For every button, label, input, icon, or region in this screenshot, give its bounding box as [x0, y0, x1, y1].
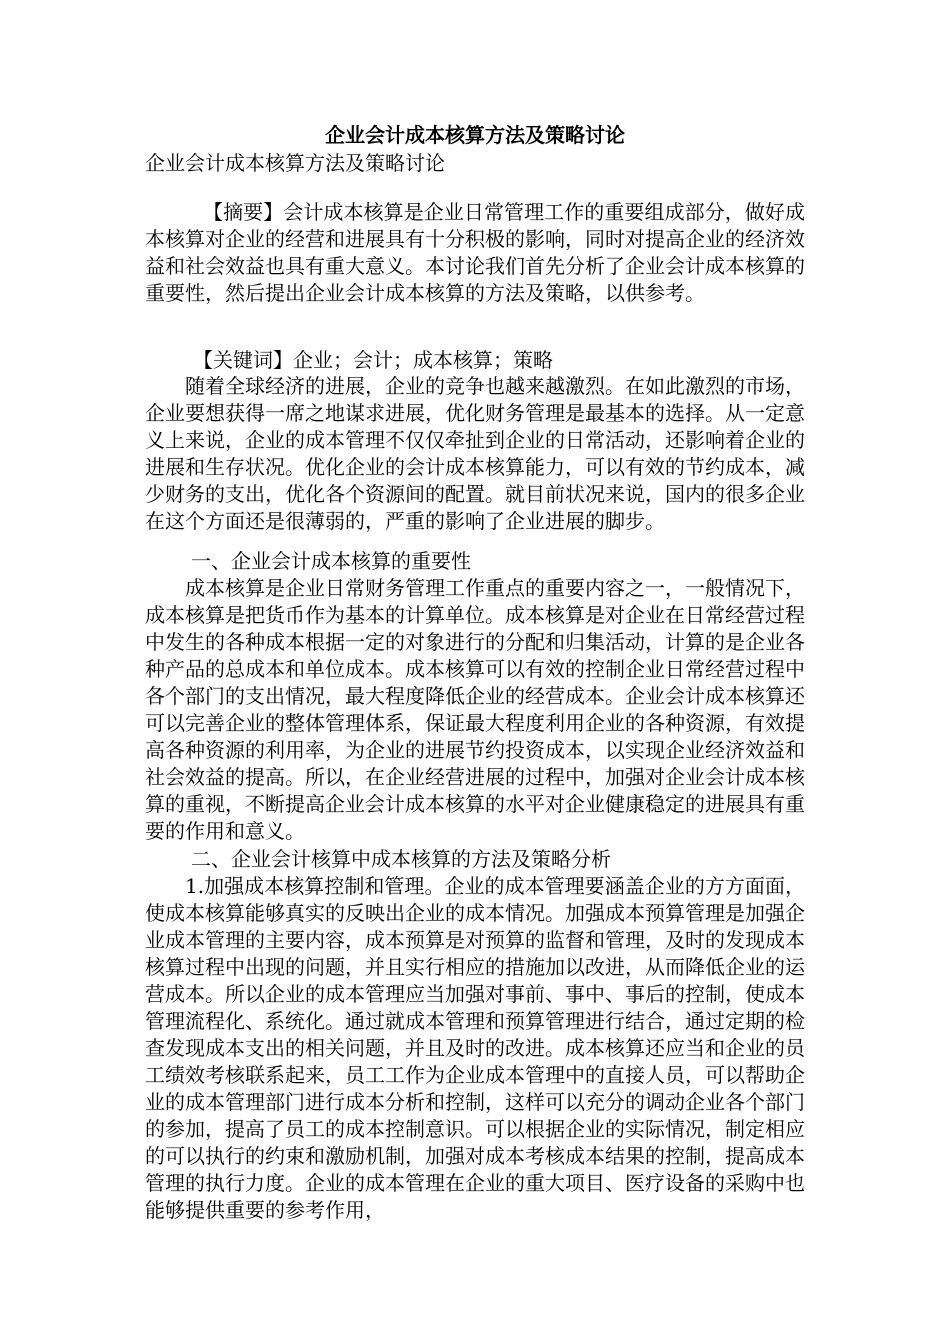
intro-paragraph: 随着全球经济的进展，企业的竞争也越来越激烈。在如此激烈的市场，企业要想获得一席之地谋求进展，优化财务管理是最基本的选择。从一定意义上来说，企业的成本管理不仅仅牵扯到企业的日常活动，还影响着企业的进展和生存状况。优化企业的会计成本核算能力，可以有效的节约成本，减少财务的支出，优化各个资源间的配置。就目前状况来说，国内的很多企业在这个方面还是很薄弱的，严重的影响了企业进展的脚步。 [145, 374, 805, 533]
document-title: 企业会计成本核算方法及策略讨论 [325, 123, 625, 147]
keywords-line: 【关键词】企业；会计；成本核算；策略 [193, 348, 553, 372]
abstract-paragraph: 【摘要】会计成本核算是企业日常管理工作的重要组成部分，做好成本核算对企业的经营和进展具有十分积极的影响，同时对提高企业的经济效益和社会效益也具有重大意义。本讨论我们首先分析了企业会计成本核算的重要性，然后提出企业会计成本核算的方法及策略，以供参考。 [145, 200, 805, 305]
section-1-paragraph: 成本核算是企业日常财务管理工作重点的重要内容之一，一般情况下，成本核算是把货币作为基本的计算单位。成本核算是对企业在日常经营过程中发生的各种成本根据一定的对象进行的分配和归集活动，计算的是企业各种产品的总成本和单位成本。成本核算可以有效的控制企业日常经营过程中各个部门的支出情况，最大程度降低企业的经营成本。企业会计成本核算还可以完善企业的整体管理体系，保证最大程度利用企业的各种资源，有效提高各种资源的利用率，为企业的进展节约投资成本，以实现企业经济效益和社会效益的提高。所以，在企业经营进展的过程中，加强对企业会计成本核算的重视，不断提高企业会计成本核算的水平对企业健康稳定的进展具有重要的作用和意义。 [145, 576, 805, 843]
document-subtitle: 企业会计成本核算方法及策略讨论 [145, 151, 445, 175]
section-heading-2: 二、企业会计核算中成本核算的方法及策略分析 [191, 847, 611, 871]
section-2-paragraph: 1.加强成本核算控制和管理。企业的成本管理要涵盖企业的方方面面，使成本核算能够真实的反映出企业的成本情况。加强成本预算管理是加强企业成本管理的主要内容，成本预算是对预算的监督和管理，及时的发现成本核算过程中出现的问题，并且实行相应的措施加以改进，从而降低企业的运营成本。所以企业的成本管理应当加强对事前、事中、事后的控制，使成本管理流程化、系统化。通过就成本管理和预算管理进行结合，通过定期的检查发现成本支出的相关问题，并且及时的改进。成本核算还应当和企业的员工绩效考核联系起来，员工工作为企业成本管理中的直接人员，可以帮助企业的成本管理部门进行成本分析和控制，这样可以充分的调动企业各个部门的参加，提高了员工的成本控制意识。可以根据企业的实际情况，制定相应的可以执行的约束和激励机制，加强对成本考核成本结果的控制，提高成本管理的执行力度。企业的成本管理在企业的重大项目、医疗设备的采购中也能够提供重要的参考作用， [145, 874, 805, 1222]
section-heading-1: 一、企业会计成本核算的重要性 [191, 549, 471, 573]
